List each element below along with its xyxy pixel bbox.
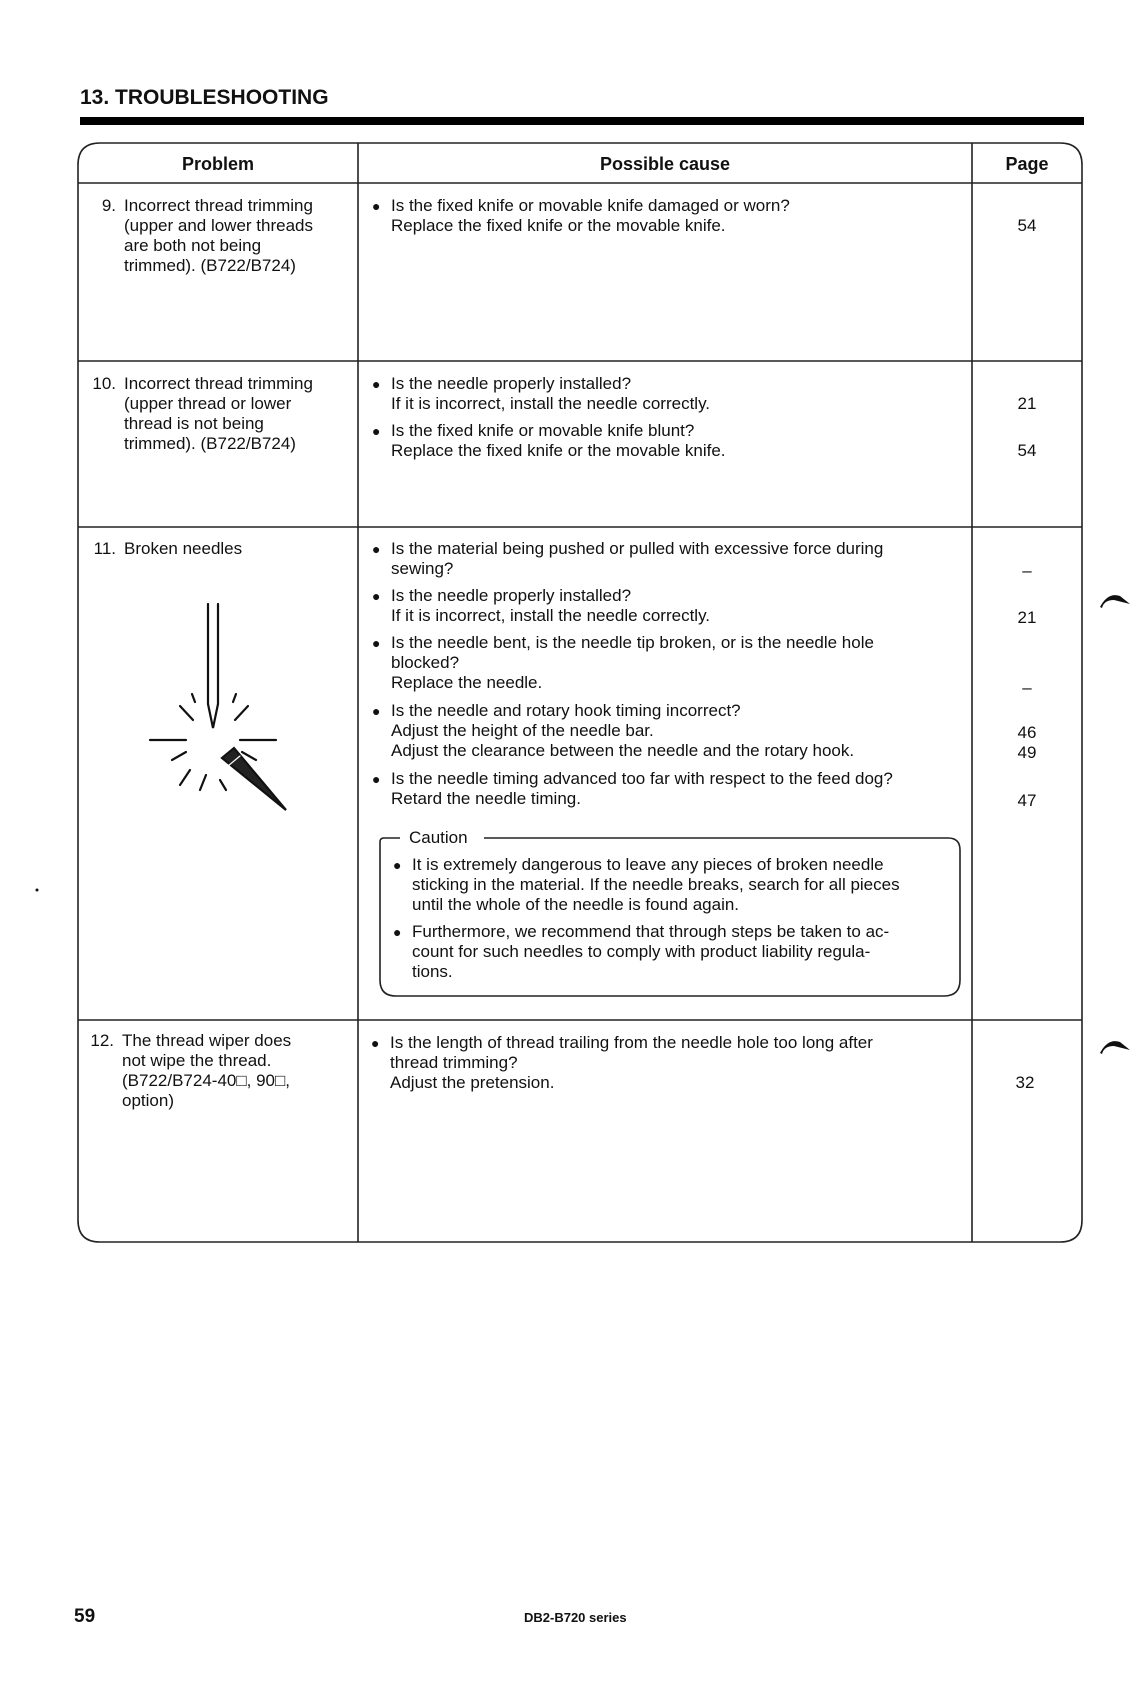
page-ref: 21 [1017,394,1037,413]
problem-line: are both not being [124,236,262,255]
bullet-icon: ● [372,541,381,557]
problem-line: Incorrect thread trimming [124,374,313,393]
cause-question: Is the needle properly installed? [391,374,632,393]
page-ref: 54 [1017,441,1037,460]
change-mark-1 [1100,595,1130,608]
header-page: Page [1005,153,1049,174]
bullet-icon: ● [372,771,381,787]
stray-dot [36,889,39,892]
problem-line: not wipe the thread. [122,1051,272,1070]
bullet-icon: ● [371,1035,380,1051]
cause-line: Replace the needle. [391,673,543,692]
cause-line: Replace the fixed knife or the movable knife. [391,216,726,235]
spark-2 [192,694,195,702]
caution-line: until the whole of the needle is found again. [412,895,740,914]
problem-line: (B722/B724-40□, 90□, [122,1071,290,1090]
bullet-icon: ● [372,588,381,604]
caution-line: It is extremely dangerous to leave any pieces of broken needle [412,855,884,874]
spark-3 [233,694,236,702]
needle-fragment [222,748,286,810]
problem-number: 9. [101,196,116,215]
page-ref: 47 [1017,791,1037,810]
cause-question: Is the needle properly installed? [391,586,632,605]
problem-line: Broken needles [124,539,243,558]
cause-question: Is the fixed knife or movable knife blunt? [391,421,695,440]
cause-question: Is the needle and rotary hook timing incorrect? [391,701,741,720]
problem-line: option) [122,1091,174,1110]
cause-line: sewing? [391,559,454,578]
cause-line: thread trimming? [390,1053,518,1072]
problem-number: 12. [90,1031,114,1050]
spark-4 [235,706,248,720]
page-ref: – [1022,678,1032,697]
cause-line: blocked? [391,653,460,672]
page-ref: 21 [1017,608,1037,627]
page-ref: 46 [1017,723,1037,742]
caution-line: count for such needles to comply with product liability regula- [412,942,871,961]
header-problem: Problem [181,153,255,174]
problem-line: Incorrect thread trimming [124,196,313,215]
header-cause: Possible cause [599,153,731,174]
page-number: 59 [74,1606,96,1627]
series-name: DB2-B720 series [524,1610,627,1625]
cause-question: Is the fixed knife or movable knife damaged or worn? [391,196,790,215]
needle-break-tip [208,704,218,728]
caution-line: Furthermore, we recommend that through steps be taken to ac- [412,922,890,941]
bullet-icon: ● [393,924,402,940]
cause-question: Is the needle timing advanced too far with respect to the feed dog? [391,769,893,788]
cause-line: If it is incorrect, install the needle correctly. [391,606,711,625]
cause-question: Is the length of thread trailing from the needle hole too long after [390,1033,873,1052]
cause-line: If it is incorrect, install the needle correctly. [391,394,711,413]
cause-line: Adjust the height of the needle bar. [391,721,654,740]
problem-line: The thread wiper does [122,1031,292,1050]
caution-title: Caution [409,828,468,847]
spark-10 [200,775,206,790]
page-ref: – [1022,561,1032,580]
page-ref: 32 [1015,1073,1035,1092]
cause-question: Is the material being pushed or pulled with excessive force during [391,539,884,558]
problem-number: 11. [93,539,116,558]
change-mark-2 [1100,1041,1130,1054]
caution-line: tions. [412,962,453,981]
bullet-icon: ● [372,198,381,214]
page-ref: 54 [1017,216,1037,235]
bullet-icon: ● [393,857,402,873]
bullet-icon: ● [372,635,381,651]
broken-needle-illustration [150,604,286,810]
cause-line: Retard the needle timing. [391,789,581,808]
spark-11 [220,780,226,790]
spark-7 [172,752,186,760]
problem-line: (upper and lower threads [124,216,314,235]
page-ref: 49 [1017,743,1037,762]
problem-line: thread is not being [124,414,264,433]
cause-line: Replace the fixed knife or the movable knife. [391,441,726,460]
cause-line: Adjust the clearance between the needle and the rotary hook. [391,741,855,760]
caution-line: sticking in the material. If the needle breaks, search for all pieces [412,875,900,894]
cause-question: Is the needle bent, is the needle tip broken, or is the needle hole [391,633,874,652]
spark-9 [180,770,190,785]
bullet-icon: ● [372,423,381,439]
margin-marks [36,595,1131,1054]
problem-line: trimmed). (B722/B724) [124,256,296,275]
bullet-icon: ● [372,376,381,392]
section-title: 13. TROUBLESHOOTING [80,86,329,109]
cause-line: Adjust the pretension. [390,1073,555,1092]
problem-number: 10. [92,374,116,393]
problem-line: trimmed). (B722/B724) [124,434,296,453]
spark-1 [180,706,193,720]
problem-line: (upper thread or lower [124,394,292,413]
bullet-icon: ● [372,703,381,719]
